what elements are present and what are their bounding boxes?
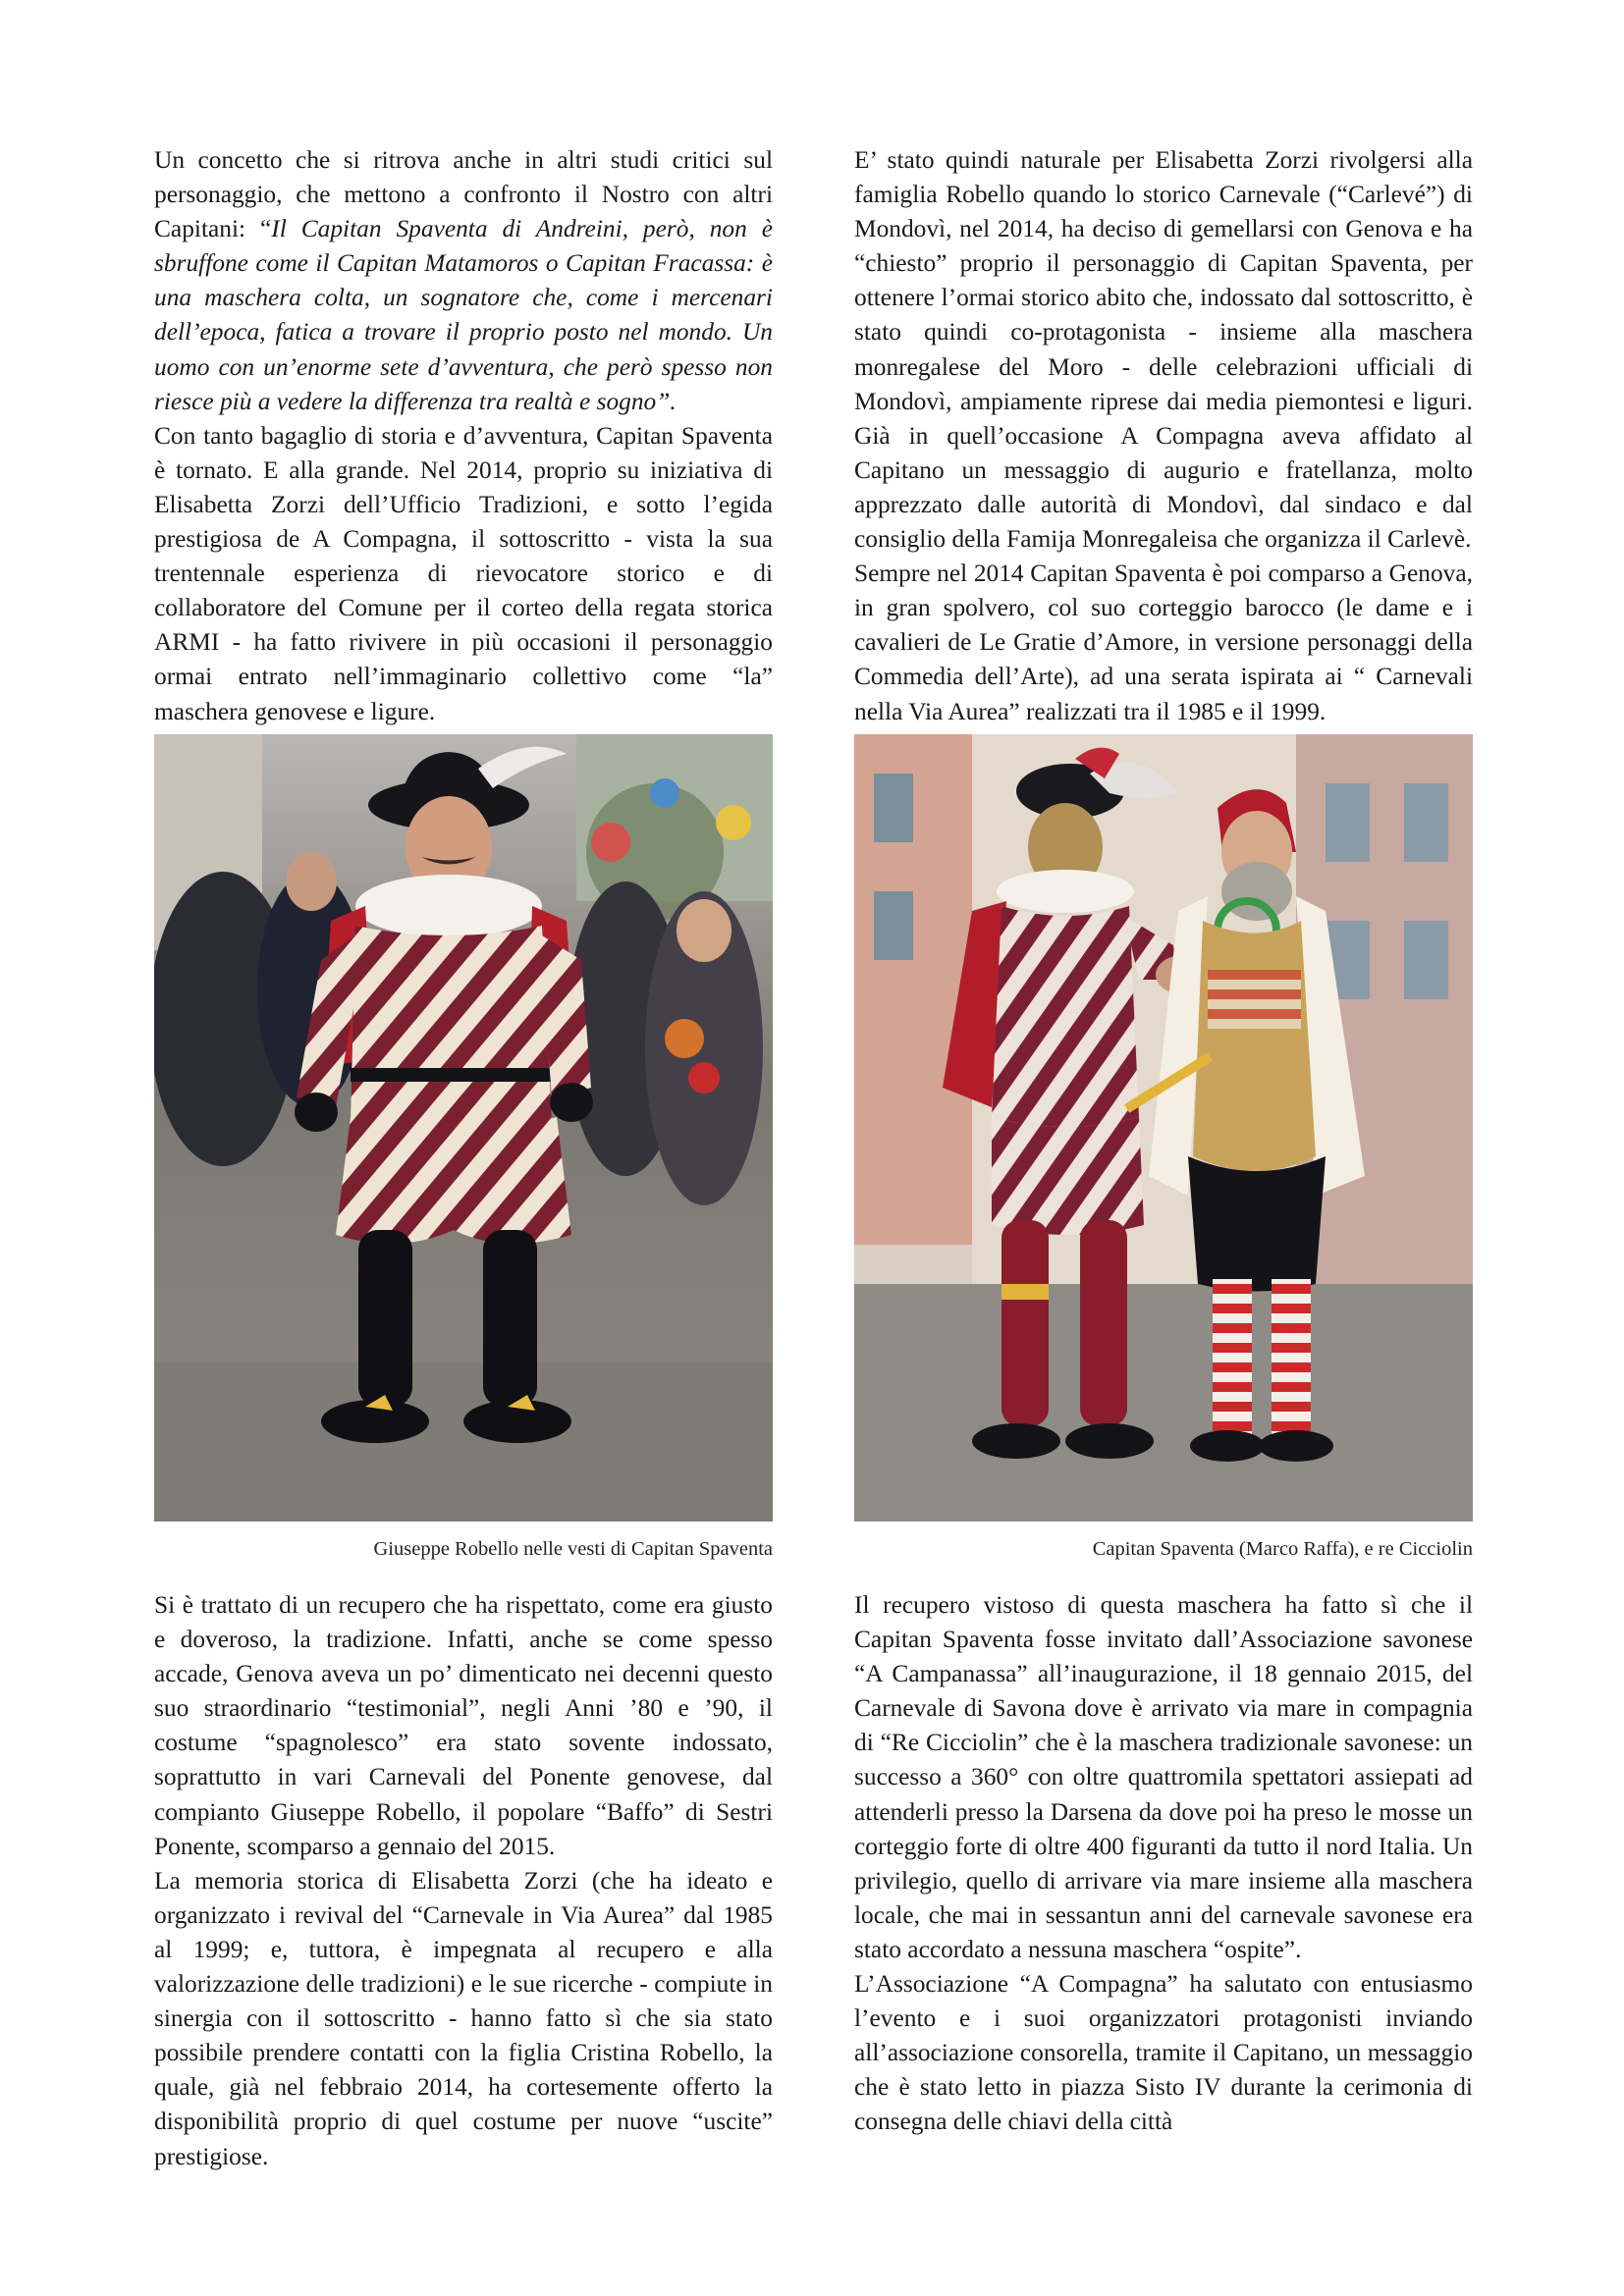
- italic-quote: Il Capitan Spaventa di Andreini, però, non è sbruffone come il Capitan Matamoros o Capitan Fracassa: è una maschera colta, un sognatore che, come i mercenari dell’epoca, fatica a trovare il proprio posto nel mondo. Un uomo con un’enorme sete d’avventura, che però spesso non riesce più a vedere la differenza tra realtà e sogno”.: [154, 215, 774, 415]
- top-right-column: [854, 143, 1473, 729]
- paragraph: L’Associazione “A Compagna” ha salutato con entusiasmo l’evento e i suoi organizzatori protagonisti inviando all’associazione consorella, tramite il Capitano, un messaggio che è stato letto in piazza Sisto IV durante la cerimonia di consegna delle chiavi della città: [854, 1970, 1473, 2136]
- bottom-right-column: [854, 1588, 1473, 2140]
- paragraph-text: Un concetto che si ritrova anche in altri studi critici sul personaggio, che mettono a confronto il Nostro con altri Capitani: “: [154, 146, 773, 243]
- two-masks-photo-illustration: [854, 734, 1473, 1522]
- paragraph: La memoria storica di Elisabetta Zorzi (che ha ideato e organizzato i revival del “Carnevale in Via Aurea” dal 1985 al 1999; e, tuttora, è impegnata al recupero e alla valorizzazione delle tradizioni) e le sue ricerche - compiute in sinergia con il sottoscritto - hanno fatto sì che sia stato possibile prendere contatti con la figlia Cristina Robello, la quale, già nel febbraio 2014, ha cortesemente offerto la disponibilità proprio di quel costume per nuove “uscite” prestigiose.: [154, 1866, 773, 2170]
- paragraph: Il recupero vistoso di questa maschera ha fatto sì che il Capitan Spaventa fosse invitato dall’Associazione savonese “A Campanassa” all’inaugurazione, il 18 gennaio 2015, del Carnevale di Savona dove è arrivato via mare in compagnia di “Re Cicciolin” che è la maschera tradizionale savonese: un successo a 360° con oltre quattromila spettatori assiepati ad attenderli presso la Darsena da dove poi ha preso le mosse un corteggio forte di oltre 400 figuranti da tutto il nord Italia. Un privilegio, quello di arrivare via mare insieme alla maschera locale, che mai in sessantun anni del carnevale savonese era stato accordato a nessuna maschera “ospite”.: [854, 1591, 1473, 1963]
- paragraph: [154, 143, 773, 419]
- costume-photo-illustration: [154, 734, 773, 1522]
- photo-giuseppe-robello: [154, 734, 773, 1522]
- top-left-column: [154, 143, 773, 729]
- photo-caption: Giuseppe Robello nelle vesti di Capitan Spaventa: [373, 1538, 773, 1560]
- paragraph: E’ stato quindi naturale per Elisabetta Zorzi rivolgersi alla famiglia Robello quando lo storico Carnevale (“Carlevé”) di Mondovì, nel 2014, ha deciso di gemellarsi con Genova e ha “chiesto” proprio il personaggio di Capitan Spaventa, per ottenere l’ormai storico abito che, indossato dal sottoscritto, è stato quindi co-protagonista - insieme alla maschera monregalese del Moro - delle celebrazioni ufficiali di Mondovì, ampiamente riprese dai media piemontesi e liguri. Già in quell’occasione A Compagna aveva affidato al Capitano un messaggio di augurio e fratellanza, molto apprezzato dalle autorità di Mondovì, dal sindaco e dal consiglio della Famija Monregaleisa che organizza il Carlevè.: [854, 146, 1473, 554]
- paragraph: Con tanto bagaglio di storia e d’avventura, Capitan Spaventa è tornato. E alla grande. Nel 2014, proprio su iniziativa di Elisabetta Zorzi dell’Ufficio Tradizioni, e sotto l’egida prestigiosa de A Compagna, il sottoscritto - vista la sua trentennale esperienza di rievocatore storico e di collaboratore del Comune per il corteo della regata storica ARMI - ha fatto rivivere in più occasioni il personaggio ormai entrato nell’immaginario collettivo come “la” maschera genovese e ligure.: [154, 421, 773, 725]
- paragraph: Sempre nel 2014 Capitan Spaventa è poi comparso a Genova, in gran spolvero, col suo corteggio barocco (le dame e i cavalieri de Le Gratie d’Amore, in versione personaggi della Commedia dell’Arte), ad una serata ispirata ai “ Carnevali nella Via Aurea” realizzati tra il 1985 e il 1999.: [854, 560, 1473, 725]
- paragraph: Si è trattato di un recupero che ha rispettato, come era giusto e doveroso, la tradizione. Infatti, anche se come spesso accade, Genova aveva un po’ dimenticato nei decenni questo suo straordinario “testimonial”, negli Anni ’80 e ’90, il costume “spagnolesco” era stato sovente indossato, soprattutto in vari Carnevali del Ponente genovese, dal compianto Giuseppe Robello, il popolare “Baffo” di Sestri Ponente, scomparso a gennaio del 2015.: [154, 1591, 773, 1860]
- photo-capitan-spaventa-re-cicciolin: [854, 734, 1473, 1522]
- bottom-left-column: [154, 1588, 773, 2174]
- photo-caption: Capitan Spaventa (Marco Raffa), e re Cicciolin: [1092, 1538, 1473, 1560]
